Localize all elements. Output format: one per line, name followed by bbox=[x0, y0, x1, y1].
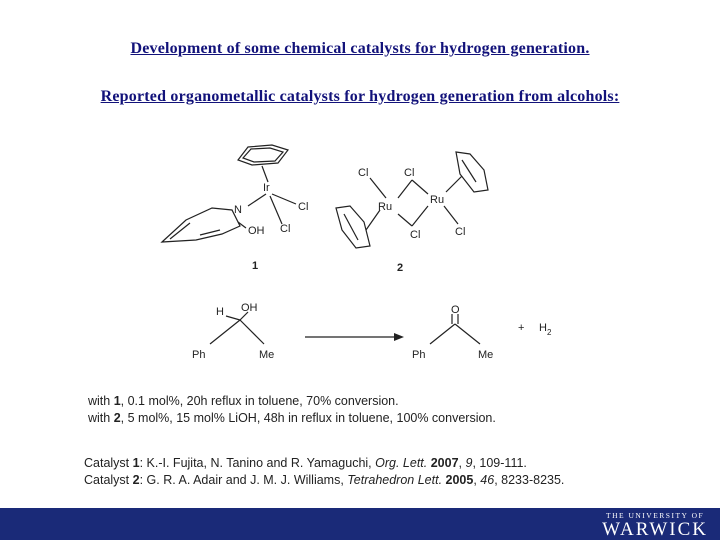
catalyst1-number: 1 bbox=[252, 260, 259, 272]
byproduct-plus: + bbox=[518, 322, 525, 334]
catalyst2-number: 2 bbox=[397, 262, 404, 274]
product-ph-label: Ph bbox=[412, 349, 426, 361]
reference-2: Catalyst 2: G. R. A. Adair and J. M. J. Williams, Tetrahedron Lett. 2005, 46, 8233-8235. bbox=[84, 473, 565, 487]
reaction-arrow-head bbox=[394, 333, 404, 341]
catalyst1-cl-b: Cl bbox=[280, 223, 291, 235]
catalyst2-cl-bottom-right: Cl bbox=[455, 226, 466, 238]
catalyst1-metal-label: Ir bbox=[263, 182, 270, 194]
catalyst1-cp-ring bbox=[238, 145, 288, 165]
catalyst1-cl-a: Cl bbox=[298, 201, 309, 213]
catalyst2-cl-bottom-left: Cl bbox=[410, 229, 421, 241]
references bbox=[84, 455, 564, 489]
product-me-label: Me bbox=[478, 349, 494, 361]
reactant-oh-label: OH bbox=[241, 302, 258, 314]
catalyst1-n-label: N bbox=[234, 204, 242, 216]
product-o-label: O bbox=[451, 304, 460, 316]
catalyst2-cl-top-left: Cl bbox=[358, 167, 369, 179]
catalyst2-arene-left bbox=[336, 206, 370, 248]
slide-title: Development of some chemical catalysts for hydrogen generation. bbox=[130, 40, 590, 57]
catalyst1-oh-label: OH bbox=[248, 225, 265, 237]
footer-bar bbox=[0, 508, 720, 540]
catalyst2-ru-right: Ru bbox=[430, 194, 445, 206]
catalyst2-cl-top-right: Cl bbox=[404, 167, 415, 179]
reactant-h-label: H bbox=[216, 306, 224, 318]
reactant-ph-label: Ph bbox=[192, 349, 206, 361]
catalyst2-arene-right bbox=[456, 152, 488, 192]
condition-line-1: with 1, 0.1 mol%, 20h reflux in toluene, 70% conversion. bbox=[88, 394, 399, 408]
reference-1: Catalyst 1: K.-I. Fujita, N. Tanino and R. Yamaguchi, Org. Lett. 2007, 9, 109-111. bbox=[84, 456, 527, 470]
condition-line-2: with 2, 5 mol%, 15 mol% LiOH, 48h in reflux in toluene, 100% conversion. bbox=[88, 411, 496, 425]
catalyst2-ru-left: Ru bbox=[378, 201, 393, 213]
slide-subtitle: Reported organometallic catalysts for hydrogen generation from alcohols: bbox=[100, 88, 620, 105]
catalyst1-pyridine-ring bbox=[162, 208, 240, 242]
reactant-me-label: Me bbox=[259, 349, 275, 361]
university-logo: THE UNIVERSITY OF WARWICK bbox=[602, 511, 708, 540]
byproduct-h2: $H_2$ bbox=[539, 322, 552, 337]
